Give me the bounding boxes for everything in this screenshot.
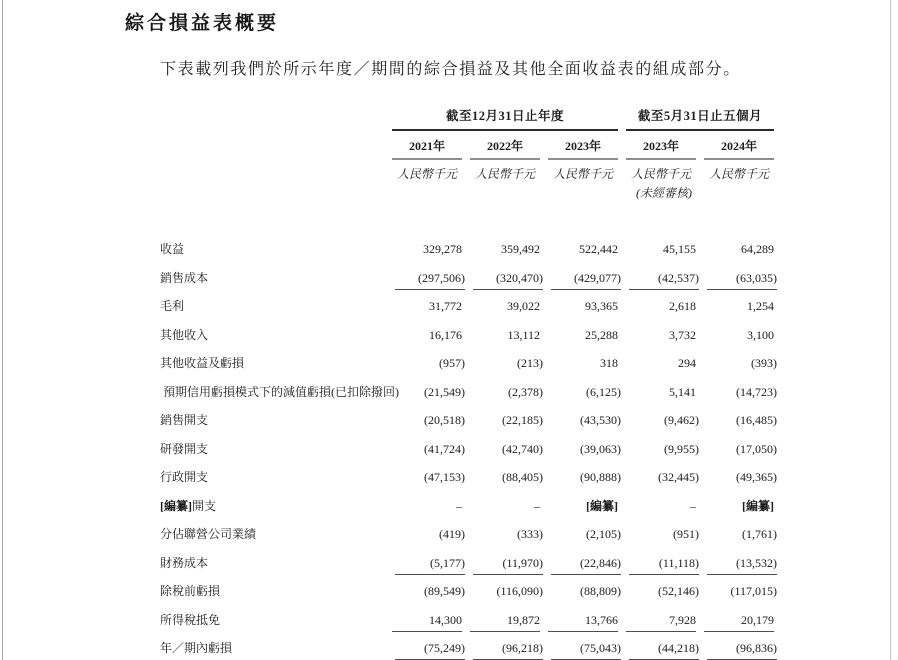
- cell-value: 3,100: [747, 327, 774, 342]
- cell-value: (320,470): [473, 268, 543, 290]
- unaudited-note: (未經審核): [636, 186, 692, 200]
- cell-value: 13,112: [507, 327, 540, 342]
- row-label: [編纂]開支: [160, 498, 217, 513]
- cell-value: 19,872: [470, 610, 540, 632]
- cell-value: (21,549): [424, 384, 465, 399]
- row-label: 研發開支: [160, 441, 209, 456]
- unit-label: 人民幣千元: [474, 167, 535, 181]
- table-row: [160, 382, 777, 411]
- cell-value: (89,549): [424, 584, 465, 598]
- year-header: 2023年: [548, 131, 618, 160]
- cell-value: (6,125): [586, 384, 621, 399]
- cell-value: (90,888): [580, 470, 621, 484]
- cell-value: (32,445): [658, 470, 699, 484]
- cell-value: (11,118): [629, 553, 699, 575]
- cell-value: 39,022: [507, 299, 540, 313]
- cell-value: (333): [517, 527, 543, 541]
- page-title: 綜合損益表概要: [125, 13, 280, 34]
- cell-value: –: [456, 498, 462, 513]
- year-header: 2021年: [392, 131, 462, 160]
- cell-value: (213): [517, 356, 543, 370]
- cell-value: (116,090): [496, 584, 543, 598]
- cell-value: 318: [600, 356, 618, 370]
- cell-value: 7,928: [626, 610, 696, 632]
- cell-value: 3,732: [669, 327, 696, 342]
- cell-value: (44,218): [629, 638, 699, 660]
- row-label: 財務成本: [160, 555, 209, 570]
- cell-value: (22,185): [502, 413, 543, 427]
- table-row: [160, 439, 777, 468]
- cell-value: 45,155: [663, 242, 696, 256]
- cell-value: 13,766: [548, 610, 618, 632]
- cell-value: (96,836): [707, 638, 777, 660]
- cell-value: (9,955): [664, 441, 699, 456]
- cell-value: (88,809): [580, 584, 621, 598]
- table-row: [160, 325, 774, 354]
- note-row: [160, 182, 774, 201]
- table-row: [160, 553, 777, 582]
- row-label: 毛利: [160, 299, 185, 313]
- cell-value: 2,618: [669, 299, 696, 313]
- cell-value: (14,723): [736, 384, 777, 399]
- year-header: 2022年: [470, 131, 540, 160]
- cell-value: (42,740): [502, 441, 543, 456]
- cell-value: 93,365: [585, 299, 618, 313]
- row-label: 所得稅抵免: [160, 612, 221, 627]
- cell-value: (39,063): [580, 441, 621, 456]
- cell-value: (13,532): [707, 553, 777, 575]
- cell-value: [編纂]: [742, 498, 774, 513]
- cell-value: (63,035): [707, 268, 777, 290]
- cell-value: (297,506): [395, 268, 465, 290]
- year-header-row: [160, 131, 774, 160]
- row-label: 銷售成本: [160, 270, 209, 285]
- cell-value: 14,300: [392, 610, 462, 632]
- table-row: [160, 467, 777, 496]
- row-label: 分佔聯營公司業績: [160, 527, 257, 541]
- cell-value: (393): [751, 356, 777, 370]
- table-row: [160, 610, 774, 639]
- year-header: 2023年: [626, 131, 696, 160]
- cell-value: (43,530): [580, 413, 621, 427]
- row-label: 其他收益及虧損: [160, 356, 245, 370]
- table-body: [160, 239, 777, 660]
- row-label: 銷售開支: [160, 413, 209, 427]
- unit-label: 人民幣千元: [708, 167, 769, 181]
- cell-value: (951): [673, 527, 699, 541]
- table-row: [160, 581, 777, 610]
- income-statement-table: [160, 106, 777, 660]
- cell-value: (11,970): [473, 553, 543, 575]
- cell-value: (429,077): [551, 268, 621, 290]
- cell-value: (2,378): [508, 384, 543, 399]
- cell-value: (96,218): [473, 638, 543, 660]
- unit-label: 人民幣千元: [630, 167, 691, 181]
- intro-paragraph: 下表載列我們於所示年度／期間的綜合損益及其他全面收益表的組成部分。: [160, 61, 741, 78]
- column-group-row: [160, 106, 774, 131]
- cell-value: [編纂]: [586, 498, 618, 513]
- table-row: [160, 524, 777, 553]
- cell-value: (52,146): [658, 584, 699, 598]
- cell-value: (49,365): [736, 470, 777, 484]
- row-label: 除稅前虧損: [160, 584, 221, 598]
- cell-value: 5,141: [669, 384, 696, 399]
- cell-value: (16,485): [736, 413, 777, 427]
- row-label: 預期信用虧損模式下的減值虧損(已扣除撥回): [163, 384, 399, 399]
- cell-value: (20,518): [424, 413, 465, 427]
- cell-value: 16,176: [429, 327, 462, 342]
- cell-value: (41,724): [424, 441, 465, 456]
- row-label: 收益: [160, 242, 185, 256]
- cell-value: 20,179: [704, 610, 774, 632]
- cell-value: (17,050): [736, 441, 777, 456]
- cell-value: (75,249): [395, 638, 465, 660]
- cell-value: –: [534, 498, 540, 513]
- cell-value: 31,772: [429, 299, 462, 313]
- cell-value: 25,288: [585, 327, 618, 342]
- table-row: [160, 296, 774, 325]
- cell-value: 522,442: [579, 242, 618, 256]
- unit-label: 人民幣千元: [552, 167, 613, 181]
- cell-value: (75,043): [551, 638, 621, 660]
- cell-value: –: [690, 498, 696, 513]
- unit-label: 人民幣千元: [396, 167, 457, 181]
- page-right-border: [890, 0, 891, 660]
- cell-value: (9,462): [664, 413, 699, 427]
- cell-value: 329,278: [423, 242, 462, 256]
- row-label: 年／期內虧損: [160, 641, 233, 655]
- cell-value: (117,015): [730, 584, 777, 598]
- cell-value: (42,537): [629, 268, 699, 290]
- cell-value: (22,846): [551, 553, 621, 575]
- cell-value: (419): [439, 527, 465, 541]
- row-label: 其他收入: [160, 327, 209, 342]
- table-row: [160, 410, 777, 439]
- unit-row: [160, 160, 774, 182]
- cell-value: (5,177): [395, 553, 465, 575]
- table-row: [160, 353, 777, 382]
- cell-value: 359,492: [501, 242, 540, 256]
- cell-value: 64,289: [741, 242, 774, 256]
- table-row: [160, 268, 777, 297]
- table-row: [160, 638, 777, 660]
- col-group-annual: 截至12月31日止年度: [392, 106, 618, 131]
- cell-value: 294: [678, 356, 696, 370]
- cell-value: 1,254: [747, 299, 774, 313]
- cell-value: (47,153): [424, 470, 465, 484]
- table-row: [160, 239, 774, 268]
- col-group-interim: 截至5月31日止五個月: [626, 106, 774, 131]
- cell-value: (957): [439, 356, 465, 370]
- cell-value: (88,405): [502, 470, 543, 484]
- year-header: 2024年: [704, 131, 774, 160]
- page-left-border: [2, 0, 3, 660]
- row-label: 行政開支: [160, 470, 209, 484]
- cell-value: (2,105): [586, 527, 621, 541]
- cell-value: (1,761): [742, 527, 777, 541]
- table-row: [160, 496, 774, 525]
